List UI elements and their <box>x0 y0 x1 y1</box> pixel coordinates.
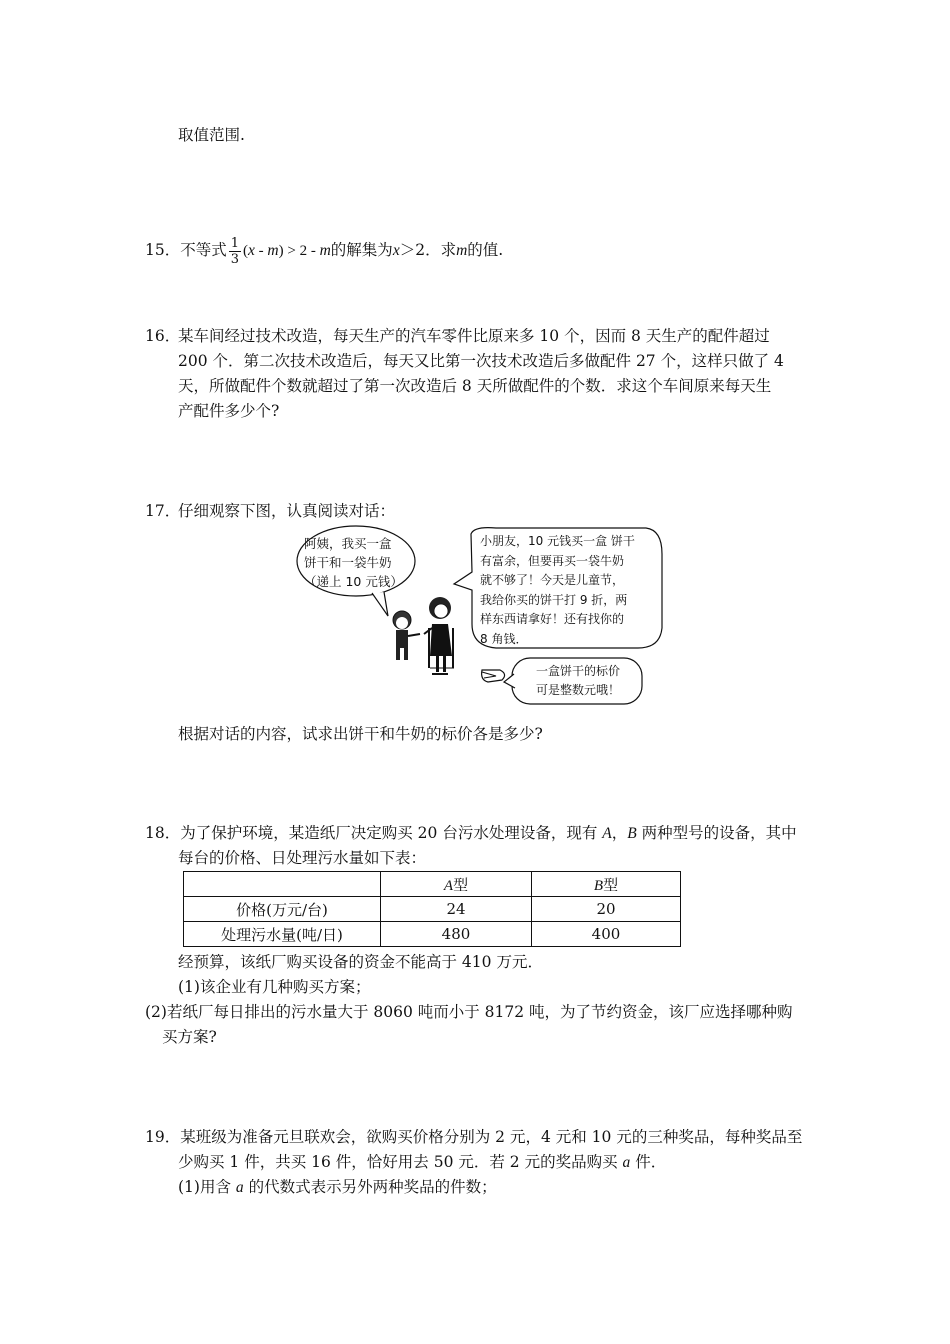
q15-mid: 的解集为 <box>330 241 393 259</box>
q17-intro: 仔细观察下图，认真阅读对话： <box>178 502 396 520</box>
type-label: A <box>443 877 454 894</box>
bubble-line: 可是整数元哦！ <box>536 683 621 697</box>
table-cell: 20 <box>532 897 681 922</box>
left-bubble-text <box>304 534 403 591</box>
bubble-line: 就不够了！今天是儿童节， <box>480 573 625 587</box>
type-suffix: 型 <box>453 875 469 894</box>
q19-text: 少购买 1 件，共买 16 件，恰好用去 50 元．若 2 元的奖品购买 <box>178 1153 623 1171</box>
q18-line2: 每台的价格、日处理污水量如下表： <box>178 849 427 867</box>
q17-question: 根据对话的内容，试求出饼干和牛奶的标价各是多少? <box>178 725 543 743</box>
continued-text: 取值范围. <box>178 126 245 144</box>
question-15 <box>145 232 503 269</box>
bubble-line: 阿姨，我买一盒 <box>304 536 392 551</box>
table-cell: 24 <box>381 897 532 922</box>
equipment-table <box>183 871 681 947</box>
question-number: 18． <box>145 824 181 842</box>
q19-line1 <box>145 1127 802 1147</box>
q18-text: 为了保护环境，某造纸厂决定购买 20 台污水处理设备，现有 <box>180 824 603 842</box>
bubble-line: （递上 10 元钱） <box>304 574 403 589</box>
q15-prefix: 不等式 <box>180 241 227 259</box>
table-header-cell <box>381 872 532 897</box>
table-cell: 价格(万元/台) <box>184 897 381 922</box>
q16-line: 产配件多少个? <box>178 402 280 420</box>
dialogue-illustration <box>296 524 668 710</box>
type-label: B <box>593 877 604 894</box>
q19-line2 <box>178 1152 666 1173</box>
table-cell <box>184 872 381 897</box>
q18-text: 两种型号的设备，其中 <box>636 824 797 842</box>
bubble-line: 小朋友，10 元钱买一盒 饼干 <box>480 534 635 548</box>
q18-line3: 经预算，该纸厂购买设备的资金不能高于 410 万元． <box>178 953 543 971</box>
bubble-line: 我给你买的饼干打 9 折，两 <box>480 592 628 607</box>
q19-text: 的代数式表示另外两种奖品的件数； <box>243 1178 497 1196</box>
bubble-line: 8 角钱． <box>480 631 528 646</box>
q16-line: 天，所做配件个数就超过了第一次改造后 8 天所做配件的个数．求这个车间原来每天生 <box>178 377 772 395</box>
q18-sub1: (1)该企业有几种购买方案； <box>178 978 371 996</box>
q18-line1 <box>145 823 797 844</box>
q19-text: 某班级为准备元旦联欢会，欲购买价格分别为 2 元，4 元和 10 元的三种奖品，每种奖品至 <box>180 1128 803 1146</box>
var-m: m <box>319 242 331 259</box>
q19-sub1 <box>178 1177 497 1198</box>
var-a: a <box>622 1154 631 1171</box>
q18-sub2: (2)若纸厂每日排出的污水量大于 8060 吨而小于 8172 吨，为了节约资金，该厂应选择哪种购 <box>145 1003 793 1021</box>
var-A: A <box>602 825 612 842</box>
q16-line: 某车间经过技术改造，每天生产的汽车零件比原来多 10 个，因而 8 天生产的配件超过 <box>178 327 770 345</box>
var-a: a <box>235 1179 244 1196</box>
var-m: m <box>456 242 468 259</box>
var-m: m <box>267 242 279 259</box>
bubble-line: 有富余，但要再买一袋牛奶 <box>480 553 625 568</box>
bubble-line: 样东西请拿好！还有找你的 <box>480 612 625 626</box>
question-number: 15． <box>145 241 181 259</box>
table-row <box>184 872 681 897</box>
left-bubble-tail <box>372 592 388 616</box>
table-cell: 480 <box>381 922 532 947</box>
q16-line: 200 个．第二次技术改造后，每天又比第一次技术改造后多做配件 27 个，这样只做了 4 <box>178 352 784 370</box>
paren-close: ) <box>278 243 284 259</box>
note-bubble-tail <box>504 674 515 688</box>
woman-figure <box>424 597 454 674</box>
child-figure <box>393 611 420 660</box>
note-bubble-text <box>536 662 620 700</box>
table-row <box>184 922 681 947</box>
right-bubble-text <box>480 532 635 649</box>
fraction-denominator: 3 <box>230 251 240 267</box>
var-x: x <box>392 242 400 259</box>
fraction <box>229 236 241 267</box>
var-x: x <box>248 242 255 259</box>
type-suffix: 型 <box>603 875 619 894</box>
inequality-rhs: > 2 - <box>283 243 320 259</box>
table-header-cell <box>532 872 681 897</box>
question-number: 19． <box>145 1128 181 1146</box>
fraction-numerator: 1 <box>230 235 240 251</box>
table-row <box>184 897 681 922</box>
table-cell: 处理污水量(吨/日) <box>184 922 381 947</box>
q19-text: (1)用含 <box>178 1178 236 1196</box>
q19-text: 件． <box>630 1153 667 1171</box>
q18-sub2-cont: 买方案? <box>162 1028 217 1046</box>
question-number: 16． <box>145 327 181 345</box>
minus-sign: - <box>254 243 268 259</box>
q15-tail: 的值. <box>467 241 504 259</box>
bubble-line: 一盒饼干的标价 <box>536 664 621 678</box>
var-B: B <box>627 825 637 842</box>
paren-open: ( <box>243 243 249 259</box>
table-cell: 400 <box>532 922 681 947</box>
comma: ， <box>611 824 628 842</box>
question-number: 17． <box>145 502 181 520</box>
bubble-line: 饼干和一袋牛奶 <box>304 555 392 570</box>
q15-cond: ＞2．求 <box>399 241 457 259</box>
